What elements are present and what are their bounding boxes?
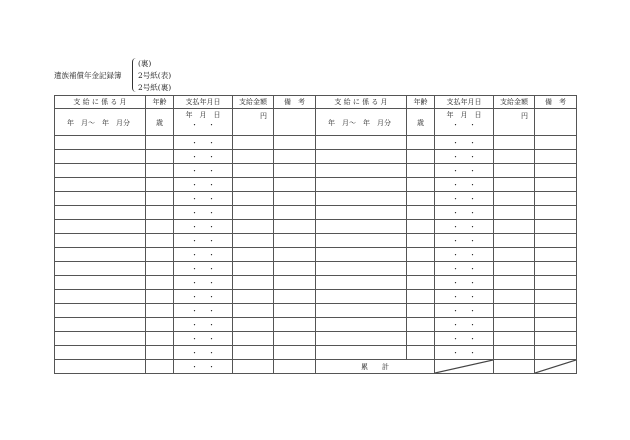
date-dots: ・・: [191, 208, 225, 217]
period-cell[interactable]: [316, 220, 407, 234]
cumulative-amount-cell[interactable]: [494, 360, 535, 374]
date-dots: ・・: [452, 250, 486, 259]
date-dots: ・・: [452, 306, 486, 315]
pay-date-cell[interactable]: [174, 150, 233, 164]
date-dots: ・・: [191, 222, 225, 231]
header-remarks: 備 考: [274, 96, 316, 109]
period-cell[interactable]: [55, 192, 146, 206]
pay-date-cell[interactable]: [174, 234, 233, 248]
remarks-cell[interactable]: [274, 234, 316, 248]
amount-cell[interactable]: [233, 332, 274, 346]
remarks-cell[interactable]: [274, 206, 316, 220]
pay-date-cell[interactable]: [435, 136, 494, 150]
remarks-cell[interactable]: [535, 304, 577, 318]
amount-cell[interactable]: [233, 178, 274, 192]
amount-cell[interactable]: [494, 276, 535, 290]
date-dots: ・・: [191, 194, 225, 203]
remarks-cell[interactable]: [274, 346, 316, 360]
pension-record-table: [54, 95, 577, 374]
pay-date-unit: 年 月 日: [185, 111, 221, 119]
age-cell[interactable]: [146, 304, 174, 318]
amount-cell[interactable]: [233, 192, 274, 206]
amount-cell[interactable]: [494, 136, 535, 150]
period-cell[interactable]: [55, 234, 146, 248]
header-age: 年齢: [407, 96, 435, 109]
amount-cell[interactable]: [494, 248, 535, 262]
header-amount: 支給金額: [494, 96, 535, 109]
table-row: [55, 318, 577, 332]
remarks-cell[interactable]: [535, 220, 577, 234]
remarks-cell[interactable]: [535, 136, 577, 150]
pay-date-cell[interactable]: [435, 150, 494, 164]
age-cell[interactable]: [146, 276, 174, 290]
date-dots: ・・: [191, 292, 225, 301]
amount-cell[interactable]: [494, 290, 535, 304]
pay-date-cell[interactable]: [174, 332, 233, 346]
pay-date-cell[interactable]: [435, 248, 494, 262]
date-dots: ・・: [191, 121, 225, 129]
age-cell[interactable]: [407, 150, 435, 164]
amount-cell[interactable]: [233, 360, 274, 374]
pay-date-cell[interactable]: [435, 332, 494, 346]
remarks-cell-struck: [535, 360, 577, 374]
age-cell[interactable]: [407, 262, 435, 276]
age-cell[interactable]: [407, 136, 435, 150]
amount-cell[interactable]: [233, 304, 274, 318]
remarks-cell[interactable]: [274, 304, 316, 318]
sheet-options: [138, 58, 171, 94]
age-cell[interactable]: [146, 318, 174, 332]
pay-date-cell[interactable]: [174, 318, 233, 332]
amount-cell[interactable]: [494, 234, 535, 248]
period-cell[interactable]: 年 月～ 年 月分: [55, 109, 146, 136]
date-dots: ・・: [452, 166, 486, 175]
table-row: [55, 304, 577, 318]
age-cell[interactable]: [146, 150, 174, 164]
remarks-cell[interactable]: [535, 262, 577, 276]
date-dots: ・・: [452, 152, 486, 161]
amount-cell[interactable]: 円: [233, 109, 274, 136]
date-dots: ・・: [452, 194, 486, 203]
remarks-cell[interactable]: [274, 360, 316, 374]
age-cell[interactable]: [146, 220, 174, 234]
pay-date-cell[interactable]: [435, 220, 494, 234]
remarks-cell[interactable]: [274, 276, 316, 290]
header-period: 支 給 に 係 る 月: [316, 96, 407, 109]
period-cell[interactable]: [55, 164, 146, 178]
age-cell[interactable]: [146, 262, 174, 276]
remarks-cell[interactable]: [535, 164, 577, 178]
header-amount: 支給金額: [233, 96, 274, 109]
pay-date-cell[interactable]: [174, 290, 233, 304]
period-cell[interactable]: [55, 220, 146, 234]
table-row: [55, 150, 577, 164]
date-dots: ・・: [191, 348, 225, 357]
remarks-cell[interactable]: [274, 248, 316, 262]
age-cell[interactable]: [407, 276, 435, 290]
age-cell[interactable]: [146, 206, 174, 220]
pay-date-cell[interactable]: [174, 109, 233, 136]
age-cell[interactable]: [146, 332, 174, 346]
remarks-cell[interactable]: [535, 318, 577, 332]
amount-cell[interactable]: [233, 164, 274, 178]
unit-row: [55, 109, 577, 136]
amount-cell[interactable]: [233, 206, 274, 220]
age-cell[interactable]: [146, 360, 174, 374]
pay-date-cell[interactable]: [435, 346, 494, 360]
date-dots: ・・: [191, 278, 225, 287]
pay-date-cell[interactable]: [174, 178, 233, 192]
date-dots: ・・: [191, 180, 225, 189]
pay-date-cell[interactable]: [174, 248, 233, 262]
age-cell[interactable]: [146, 136, 174, 150]
table-row: [55, 192, 577, 206]
header-pay-date: 支払年月日: [435, 96, 494, 109]
age-cell[interactable]: [407, 234, 435, 248]
diagonal-strike: [435, 360, 493, 373]
period-cell[interactable]: [316, 304, 407, 318]
age-cell[interactable]: [407, 178, 435, 192]
pay-date-cell[interactable]: [174, 164, 233, 178]
age-cell[interactable]: [146, 346, 174, 360]
amount-cell[interactable]: [494, 150, 535, 164]
age-cell[interactable]: 歳: [407, 109, 435, 136]
date-dots: ・・: [452, 334, 486, 343]
header-age: 年齢: [146, 96, 174, 109]
age-cell[interactable]: [407, 332, 435, 346]
pay-date-cell[interactable]: [435, 262, 494, 276]
date-dots: ・・: [452, 138, 486, 147]
amount-cell[interactable]: [233, 276, 274, 290]
date-dots: ・・: [191, 334, 225, 343]
date-dots: ・・: [452, 236, 486, 245]
period-cell[interactable]: [316, 262, 407, 276]
amount-cell[interactable]: 円: [494, 109, 535, 136]
sheet-option: 2号紙(表): [138, 71, 172, 80]
age-cell[interactable]: [407, 248, 435, 262]
pay-date-cell[interactable]: [435, 290, 494, 304]
table-row: [55, 276, 577, 290]
cumulative-label: 累 計: [316, 360, 435, 374]
remarks-cell[interactable]: [274, 318, 316, 332]
pay-date-cell[interactable]: [174, 136, 233, 150]
age-cell[interactable]: [407, 346, 435, 360]
period-cell[interactable]: [316, 290, 407, 304]
pay-date-cell[interactable]: [435, 276, 494, 290]
remarks-cell[interactable]: [535, 109, 577, 136]
date-dots: ・・: [452, 264, 486, 273]
remarks-cell[interactable]: [274, 290, 316, 304]
period-cell[interactable]: [55, 150, 146, 164]
amount-cell[interactable]: [233, 318, 274, 332]
sheet-option: 2号紙(裏): [138, 83, 172, 92]
table-row: [55, 206, 577, 220]
period-cell[interactable]: [316, 346, 407, 360]
remarks-cell[interactable]: [535, 248, 577, 262]
pay-date-cell[interactable]: [435, 234, 494, 248]
age-cell[interactable]: [146, 234, 174, 248]
date-dots: ・・: [452, 320, 486, 329]
period-cell[interactable]: [55, 318, 146, 332]
age-cell[interactable]: [407, 220, 435, 234]
period-cell[interactable]: [316, 192, 407, 206]
date-dots: ・・: [452, 278, 486, 287]
pay-date-unit: 年 月 日: [446, 111, 482, 119]
remarks-cell[interactable]: [535, 192, 577, 206]
pay-date-cell[interactable]: [174, 206, 233, 220]
pay-date-cell[interactable]: [435, 178, 494, 192]
amount-cell[interactable]: [494, 220, 535, 234]
pay-date-cell[interactable]: [174, 220, 233, 234]
pay-date-cell[interactable]: [435, 206, 494, 220]
period-cell[interactable]: [55, 178, 146, 192]
amount-cell[interactable]: [233, 220, 274, 234]
table-row: [55, 164, 577, 178]
age-cell[interactable]: [146, 164, 174, 178]
age-cell[interactable]: [146, 192, 174, 206]
pay-date-cell[interactable]: [174, 192, 233, 206]
amount-cell[interactable]: [494, 178, 535, 192]
remarks-cell[interactable]: [274, 332, 316, 346]
remarks-cell[interactable]: [535, 276, 577, 290]
table-row: [55, 178, 577, 192]
amount-cell[interactable]: [233, 346, 274, 360]
column-header-row: [55, 96, 577, 109]
amount-cell[interactable]: [494, 192, 535, 206]
period-cell[interactable]: [55, 248, 146, 262]
pay-date-cell[interactable]: [174, 262, 233, 276]
period-cell[interactable]: [55, 276, 146, 290]
date-dots: ・・: [191, 320, 225, 329]
pay-date-cell-struck: [435, 360, 494, 374]
table-row: [55, 290, 577, 304]
period-cell[interactable]: [55, 206, 146, 220]
pay-date-cell[interactable]: [435, 109, 494, 136]
table-row: [55, 262, 577, 276]
age-cell[interactable]: 歳: [146, 109, 174, 136]
remarks-cell[interactable]: [274, 192, 316, 206]
pay-date-cell[interactable]: [435, 318, 494, 332]
table-row: [55, 248, 577, 262]
amount-cell[interactable]: [494, 304, 535, 318]
remarks-cell[interactable]: [535, 178, 577, 192]
amount-cell[interactable]: [233, 150, 274, 164]
age-cell[interactable]: [407, 192, 435, 206]
period-cell[interactable]: [316, 234, 407, 248]
period-cell[interactable]: [55, 304, 146, 318]
table-row: [55, 346, 577, 360]
remarks-cell[interactable]: [274, 150, 316, 164]
amount-cell[interactable]: [494, 206, 535, 220]
amount-cell[interactable]: [494, 262, 535, 276]
remarks-cell[interactable]: [274, 109, 316, 136]
age-cell[interactable]: [146, 178, 174, 192]
pay-date-cell[interactable]: [174, 276, 233, 290]
remarks-cell[interactable]: [274, 262, 316, 276]
date-dots: ・・: [452, 292, 486, 301]
remarks-cell[interactable]: [274, 136, 316, 150]
remarks-cell[interactable]: [535, 332, 577, 346]
pay-date-cell[interactable]: [435, 164, 494, 178]
age-cell[interactable]: [146, 248, 174, 262]
age-cell[interactable]: [407, 206, 435, 220]
period-cell[interactable]: [316, 276, 407, 290]
amount-cell[interactable]: [233, 234, 274, 248]
period-cell[interactable]: [316, 150, 407, 164]
pay-date-cell[interactable]: [435, 192, 494, 206]
remarks-cell[interactable]: [274, 164, 316, 178]
period-cell[interactable]: [316, 206, 407, 220]
period-cell[interactable]: [316, 248, 407, 262]
remarks-cell[interactable]: [535, 206, 577, 220]
period-cell[interactable]: [55, 346, 146, 360]
period-cell[interactable]: [316, 164, 407, 178]
form-title: 遺族補償年金記録簿: [54, 71, 122, 80]
remarks-cell[interactable]: [535, 290, 577, 304]
table-row: [55, 136, 577, 150]
amount-cell[interactable]: [494, 164, 535, 178]
age-cell[interactable]: [407, 164, 435, 178]
date-dots: ・・: [191, 264, 225, 273]
amount-cell[interactable]: [233, 136, 274, 150]
pay-date-cell[interactable]: [174, 304, 233, 318]
remarks-cell[interactable]: [274, 220, 316, 234]
header-pay-date: 支払年月日: [174, 96, 233, 109]
remarks-cell[interactable]: [535, 150, 577, 164]
date-dots: ・・: [191, 138, 225, 147]
brace-bracket: [132, 58, 137, 92]
period-cell[interactable]: [55, 262, 146, 276]
table-row: [55, 234, 577, 248]
cumulative-row: [55, 360, 577, 374]
remarks-cell[interactable]: [274, 178, 316, 192]
date-dots: ・・: [452, 121, 486, 129]
date-dots: ・・: [452, 208, 486, 217]
amount-cell[interactable]: [494, 332, 535, 346]
diagonal-strike: [535, 360, 576, 373]
date-dots: ・・: [191, 152, 225, 161]
age-cell[interactable]: [407, 318, 435, 332]
header-remarks: 備 考: [535, 96, 577, 109]
date-dots: ・・: [191, 306, 225, 315]
period-cell[interactable]: [55, 360, 146, 374]
period-cell[interactable]: [316, 178, 407, 192]
period-cell[interactable]: 年 月～ 年 月分: [316, 109, 407, 136]
period-cell[interactable]: [316, 318, 407, 332]
pay-date-cell[interactable]: [435, 304, 494, 318]
sheet-option: (裏): [138, 59, 152, 68]
date-dots: ・・: [452, 222, 486, 231]
date-dots: ・・: [191, 250, 225, 259]
date-dots: ・・: [191, 362, 225, 371]
table-row: [55, 220, 577, 234]
amount-cell[interactable]: [233, 248, 274, 262]
period-cell[interactable]: [316, 136, 407, 150]
date-dots: ・・: [452, 348, 486, 357]
amount-cell[interactable]: [233, 290, 274, 304]
pay-date-cell[interactable]: [174, 360, 233, 374]
table-row: [55, 332, 577, 346]
period-cell[interactable]: [55, 136, 146, 150]
pay-date-cell[interactable]: [174, 346, 233, 360]
date-dots: ・・: [191, 236, 225, 245]
amount-cell[interactable]: [494, 346, 535, 360]
age-cell[interactable]: [407, 304, 435, 318]
amount-cell[interactable]: [494, 318, 535, 332]
amount-cell[interactable]: [233, 262, 274, 276]
age-cell[interactable]: [407, 290, 435, 304]
date-dots: ・・: [452, 180, 486, 189]
remarks-cell[interactable]: [535, 346, 577, 360]
header-period: 支 給 に 係 る 月: [55, 96, 146, 109]
period-cell[interactable]: [316, 332, 407, 346]
date-dots: ・・: [191, 166, 225, 175]
period-cell[interactable]: [55, 332, 146, 346]
period-cell[interactable]: [55, 290, 146, 304]
age-cell[interactable]: [146, 290, 174, 304]
remarks-cell[interactable]: [535, 234, 577, 248]
